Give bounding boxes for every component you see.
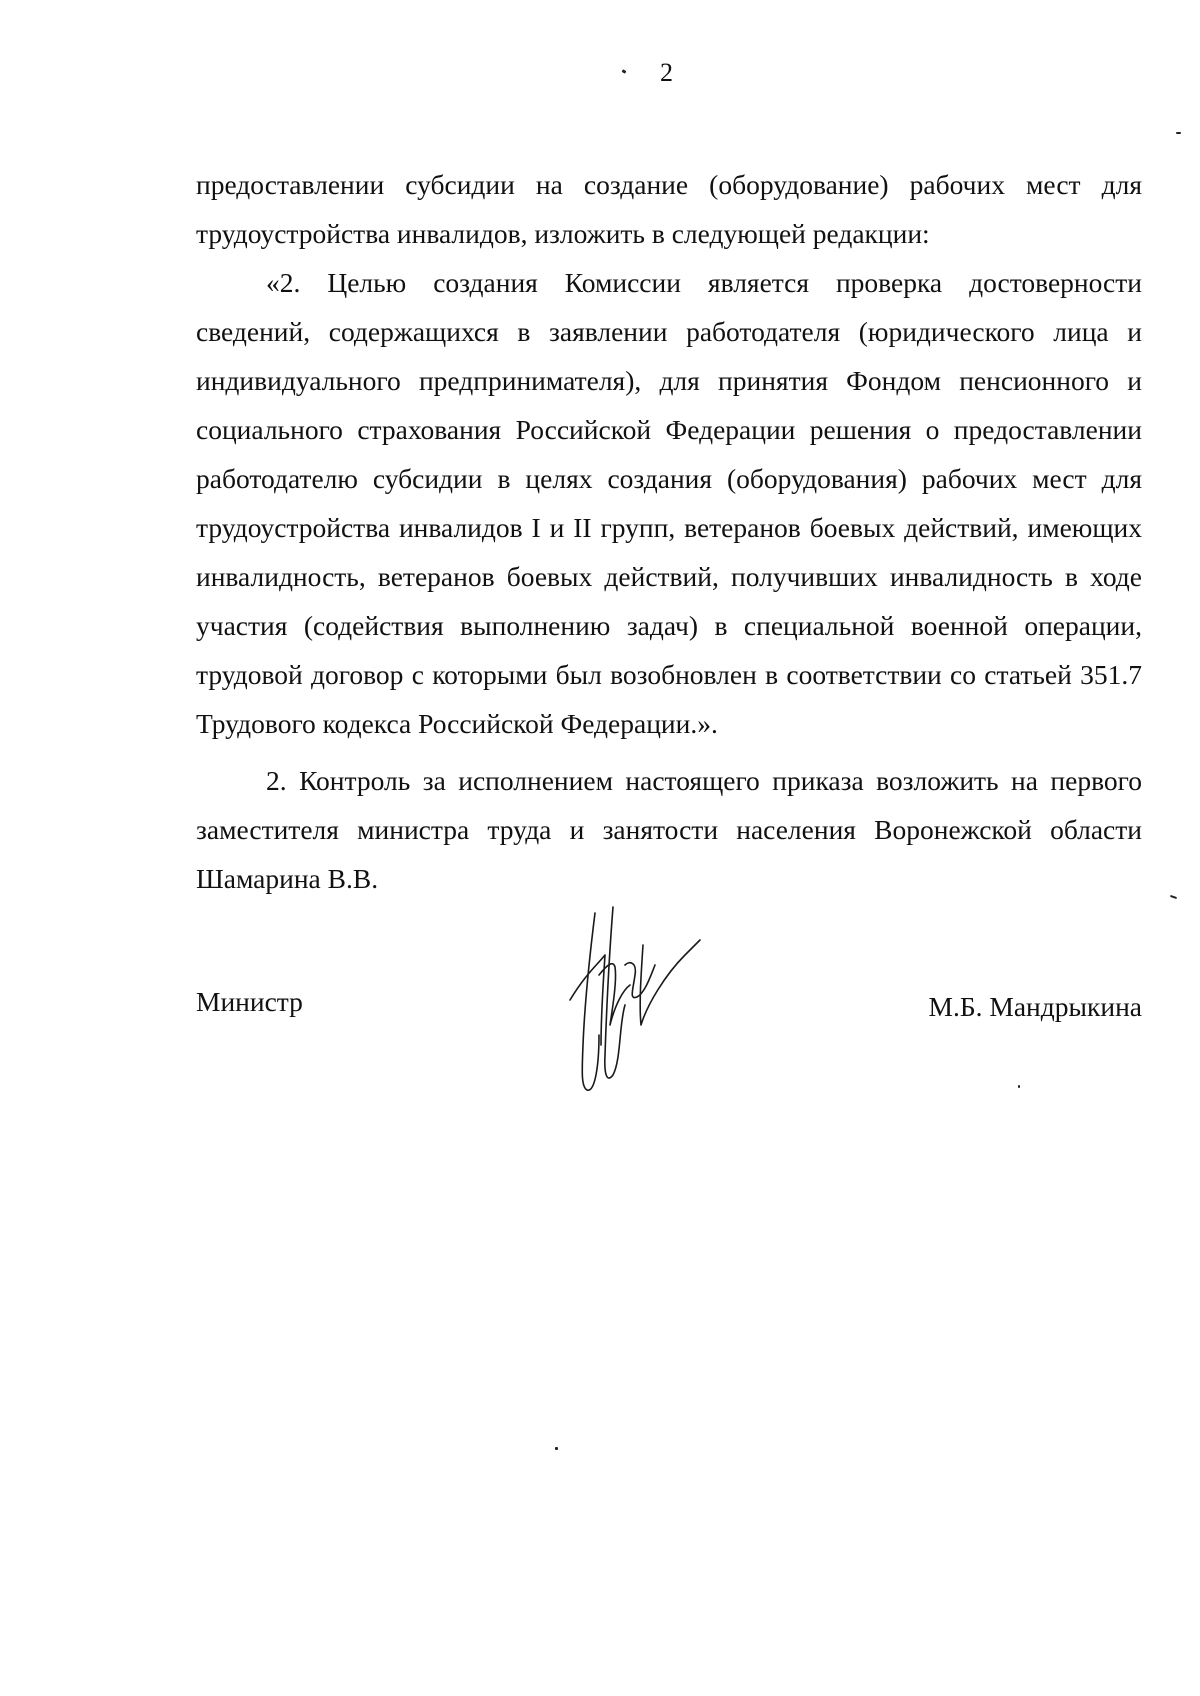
paragraph-control-clause: 2. Контроль за исполнением настоящего приказа возложить на первого заместителя министра труда и занятости населения Воронежской области Шамарина В.В. [196, 765, 1142, 894]
signer-position: Министр [196, 986, 303, 1017]
page-number: 2 [660, 58, 673, 87]
scan-speck [1018, 1085, 1020, 1088]
scan-speck [622, 69, 627, 74]
document-body [196, 160, 1142, 903]
scan-speck [1170, 895, 1177, 899]
paragraph-commission-purpose: «2. Целью создания Комиссии является проверка достоверности сведений, содержащихся в заявлении работодателя (юридического лица и индивидуального предпринимателя), для принятия Фондом пенсионного и социального страхования Российской Федерации решения о предоставлении работодателю субсидии в целях создания (оборудования) рабочих мест для трудоустройства инвалидов I и II групп, ветеранов боевых действий, имеющих инвалидность, ветеранов боевых действий, получивших инвалидность в ходе участия (содействия выполнению задач) в специальной военной операции, трудовой договор с которыми был возобновлен в соответствии со статьей 351.7 Трудового кодекса Российской Федерации.». [196, 267, 1142, 739]
scan-speck [1176, 132, 1181, 134]
scan-speck [555, 1447, 558, 1450]
signer-name: М.Б. Мандрыкина [928, 991, 1142, 1022]
paragraph-continuation-line-2: трудоустройства инвалидов, изложить в следующей редакции: [196, 218, 930, 249]
paragraph-continuation-line-1: предоставлении субсидии на создание (оборудование) рабочих мест для [196, 169, 1142, 200]
handwritten-signature [555, 905, 705, 1095]
